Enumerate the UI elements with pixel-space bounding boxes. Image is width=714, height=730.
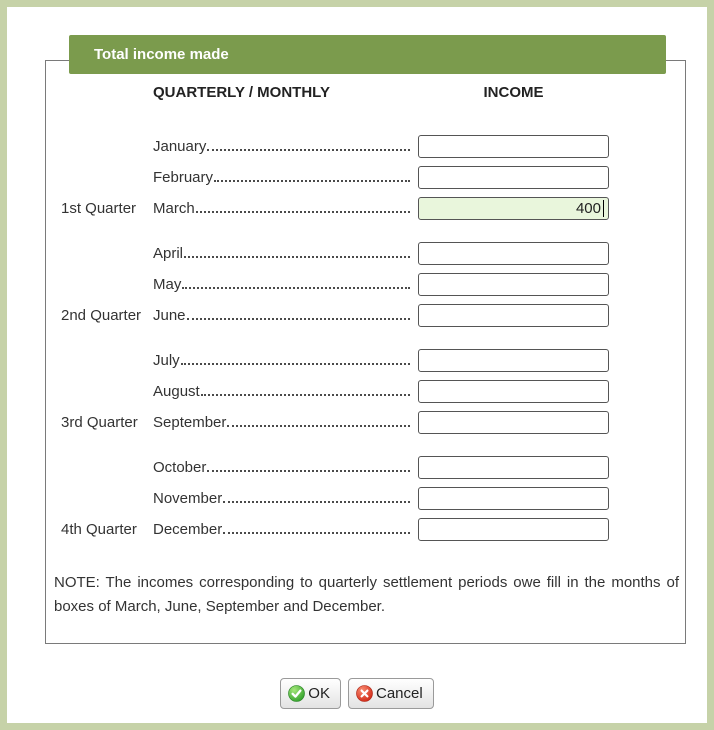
dotted-leader: [187, 318, 410, 320]
month-row-february: [46, 162, 685, 193]
month-label-october: October: [153, 459, 207, 476]
dialog-buttons: [7, 678, 707, 709]
income-input-august[interactable]: [418, 380, 609, 403]
dotted-leader: [196, 211, 410, 213]
income-input-december[interactable]: [418, 518, 609, 541]
cancel-button[interactable]: [348, 678, 434, 709]
month-label-march: March: [153, 200, 195, 217]
month-row-january: [46, 131, 685, 162]
ok-button-label: OK: [308, 685, 330, 702]
income-input-september[interactable]: [418, 411, 609, 434]
dialog-title: Total income made: [94, 46, 229, 63]
income-input-february[interactable]: [418, 166, 609, 189]
dotted-leader: [184, 256, 410, 258]
text-caret: [603, 200, 604, 217]
quarter-label-1st: 1st Quarter: [61, 200, 137, 217]
column-headers: [46, 83, 685, 102]
quarter-group-3: [46, 345, 685, 438]
dotted-leader: [223, 501, 410, 503]
month-row-may: [46, 269, 685, 300]
month-row-november: [46, 483, 685, 514]
monthly-column-header: QUARTERLY / MONTHLY: [153, 84, 330, 101]
income-input-october[interactable]: [418, 456, 609, 479]
month-label-may: May: [153, 276, 182, 293]
month-label-november: November: [153, 490, 223, 507]
income-input-july[interactable]: [418, 349, 609, 372]
dotted-leader: [181, 363, 410, 365]
month-row-december: [46, 514, 685, 545]
ok-check-icon: [288, 685, 305, 702]
month-row-march: [46, 193, 685, 224]
quarter-label-4th: 4th Quarter: [61, 521, 137, 538]
quarter-group-2: [46, 238, 685, 331]
quarter-group-4: [46, 452, 685, 545]
month-label-june: June: [153, 307, 186, 324]
cancel-x-icon: [356, 685, 373, 702]
dotted-leader: [207, 470, 410, 472]
cancel-button-label: Cancel: [375, 685, 423, 702]
note-text: NOTE: The incomes corresponding to quarterly settlement periods owe fill in the months of boxes of March, June, September and December.: [54, 574, 679, 615]
ok-button[interactable]: [280, 678, 341, 709]
month-row-september: [46, 407, 685, 438]
income-input-january[interactable]: [418, 135, 609, 158]
income-input-may[interactable]: [418, 273, 609, 296]
month-label-december: December: [153, 521, 223, 538]
month-row-august: [46, 376, 685, 407]
quarter-label-2nd: 2nd Quarter: [61, 307, 142, 324]
month-label-july: July: [153, 352, 180, 369]
income-input-march[interactable]: [418, 197, 609, 220]
month-row-october: [46, 452, 685, 483]
income-input-april[interactable]: [418, 242, 609, 265]
month-row-april: [46, 238, 685, 269]
dialog-title-bar: [69, 35, 666, 74]
income-dialog: [45, 60, 686, 644]
quarter-label-3rd: 3rd Quarter: [61, 414, 138, 431]
dotted-leader: [201, 394, 410, 396]
quarter-group-1: [46, 131, 685, 224]
month-label-april: April: [153, 245, 184, 262]
month-label-january: January: [153, 138, 207, 155]
dotted-leader: [207, 149, 410, 151]
month-row-july: [46, 345, 685, 376]
income-column-header: INCOME: [483, 84, 544, 101]
dotted-leader: [182, 287, 410, 289]
month-label-august: August: [153, 383, 200, 400]
dotted-leader: [214, 180, 410, 182]
dotted-leader: [223, 532, 410, 534]
income-input-june[interactable]: [418, 304, 609, 327]
month-label-september: September: [153, 414, 227, 431]
dotted-leader: [227, 425, 410, 427]
income-input-november[interactable]: [418, 487, 609, 510]
month-row-june: [46, 300, 685, 331]
month-label-february: February: [153, 169, 214, 186]
